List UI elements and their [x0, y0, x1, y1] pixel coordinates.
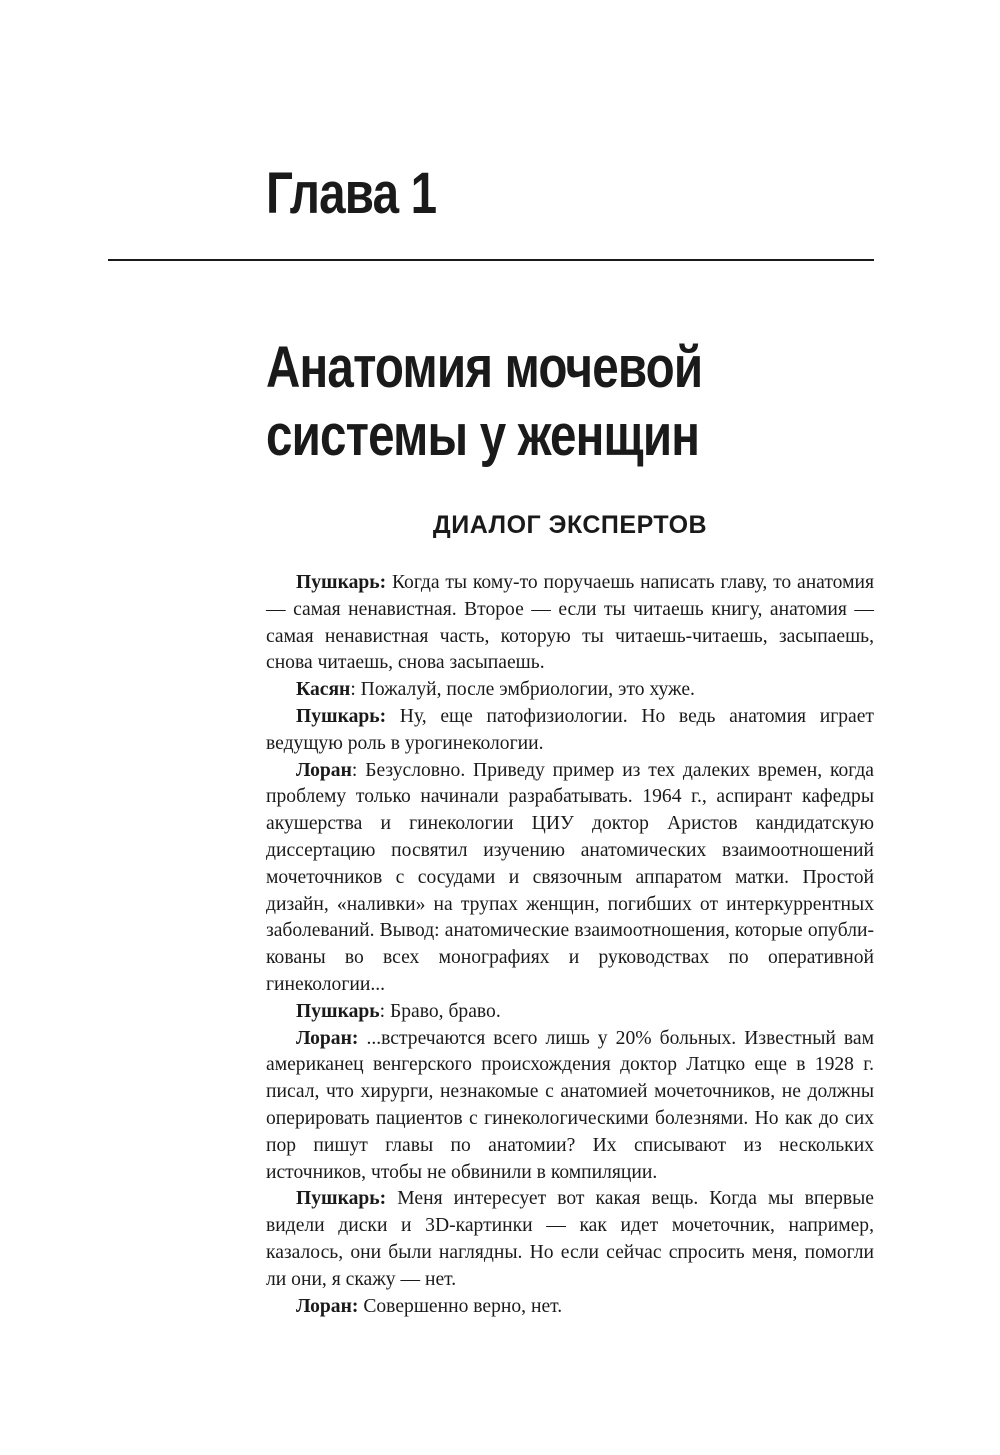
dialogue-paragraph — [266, 1186, 874, 1293]
speaker-name: Пушкарь: — [296, 705, 387, 727]
dialogue-text: Ну, еще патофизиологии. Но ведь анатомия играет ведущую роль в урогинекологии. — [266, 705, 874, 754]
dialogue-text: Совершенно верно, нет. — [358, 1295, 563, 1317]
dialogue-text: : Безусловно. Приведу пример из тех далеких времен, когда проблему только начинали разрабатывать. 1964 г., аспирант кафедры акушерства и гинекологии ЦИУ доктор Аристов кандидатскую диссертацию посвятил изучению анатомических взаимоотношений мочеточников с сосудами и связочным аппаратом матки. Простой дизайн, «наливки» на трупах женщин, погибших от интеркуррентных заболеваний. Вывод: анатомические взаимоотношения, которые опубликованы во всех монографиях и руководствах по оперативной гинекологии... — [266, 759, 874, 995]
speaker-name: Лоран: — [296, 1027, 359, 1049]
chapter-divider — [108, 259, 874, 261]
chapter-title: Анатомия мочевой системы у женщин — [266, 335, 703, 468]
speaker-name: Касян — [296, 679, 351, 701]
dialogue-paragraph — [266, 758, 874, 999]
dialogue-text: : Браво, браво. — [379, 1000, 501, 1022]
speaker-name: Лоран — [296, 759, 352, 781]
dialogue-paragraph — [266, 1294, 874, 1321]
dialogue-text: Когда ты кому-то поручаешь написать главу, то анатомия — самая ненавистная. Второе — если ты читаешь книгу, анатомия — самая ненавистная часть, которую ты читаешь-читаешь, засыпаешь, снова читаешь, снова засыпаешь. — [266, 572, 874, 674]
dialogue-text: Меня интересует вот какая вещь. Когда мы впервые видели диски и 3D-картинки — как идет мочеточник, например, казалось, они были наглядны. Но если сейчас спросить меня, помогли ли они, я скажу — нет. — [266, 1188, 874, 1290]
speaker-name: Пушкарь: — [296, 572, 387, 593]
chapter-label: Глава 1 — [266, 161, 437, 226]
dialogue-paragraph — [266, 570, 874, 677]
dialogue-paragraph — [266, 677, 874, 704]
section-heading: ДИАЛОГ ЭКСПЕРТОВ — [432, 511, 708, 539]
dialogue-paragraph — [266, 704, 874, 758]
dialogue-text: ...встречаются всего лишь у 20% больных. Известный вам американец венгерского происхождения доктор Латцко еще в 1928 г. писал, что хирурги, незнакомые с анатомией мочеточников, не должны оперировать пациентов с гинекологическими болезнями. Но как до сих пор пишут главы по анатомии? Их списывают из нескольких источников, чтобы не обвинили в компиляции. — [266, 1027, 874, 1183]
dialogue-paragraph — [266, 999, 874, 1026]
speaker-name: Пушкарь: — [296, 1188, 387, 1210]
dialogue-paragraph — [266, 1026, 874, 1187]
expert-dialogue — [266, 570, 874, 1320]
speaker-name: Лоран: — [296, 1295, 359, 1317]
speaker-name: Пушкарь — [296, 1000, 380, 1022]
dialogue-text: : Пожалуй, после эмбриологии, это хуже. — [350, 679, 695, 701]
